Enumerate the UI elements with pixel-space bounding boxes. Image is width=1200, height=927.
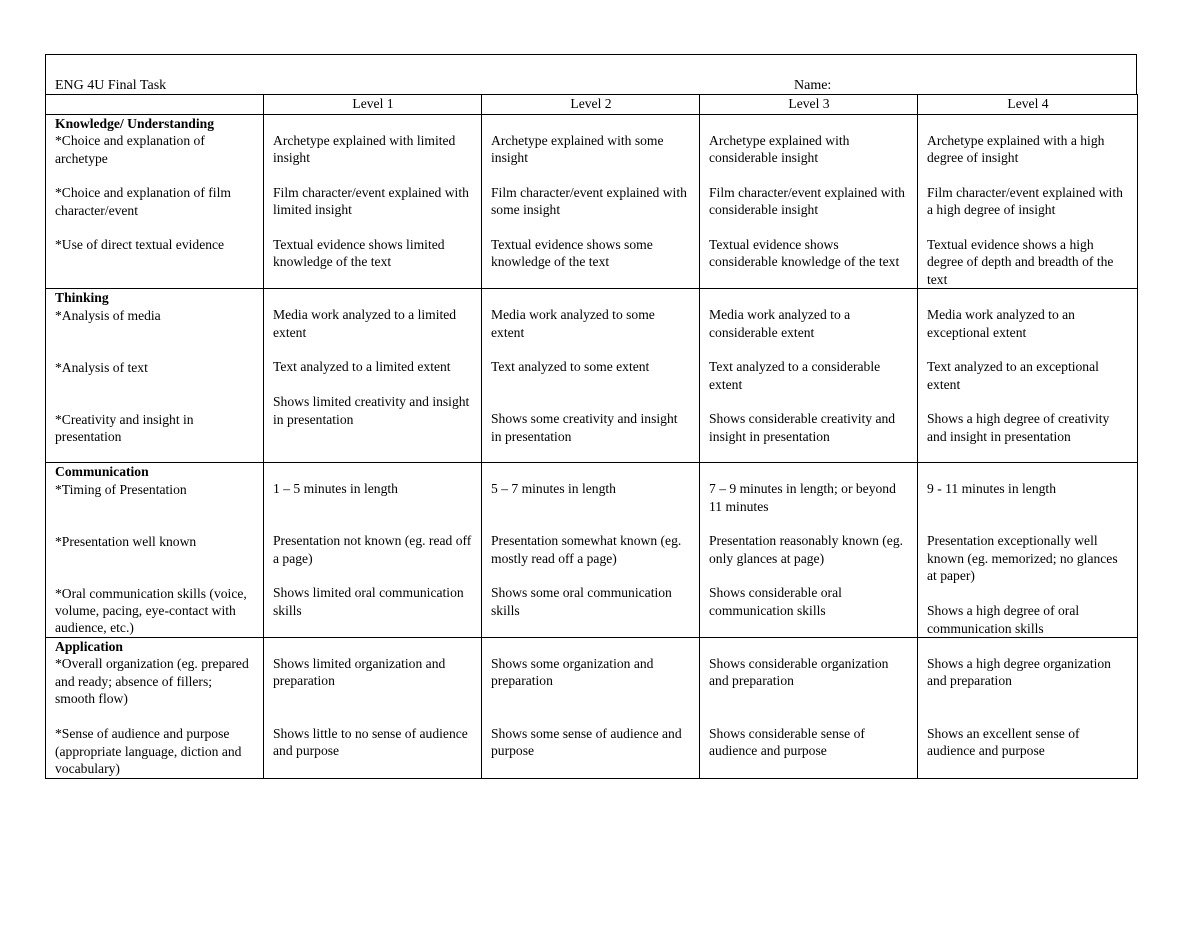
descriptor: Shows considerable organization and preparation [709, 656, 889, 689]
level-2-header: Level 2 [482, 95, 700, 115]
descriptor: Textual evidence shows considerable knowledge of the text [709, 237, 900, 270]
descriptor: Media work analyzed to some extent [491, 307, 655, 340]
course-title: ENG 4U Final Task [55, 78, 167, 93]
descriptor: Presentation somewhat known (eg. mostly read off a page) [491, 533, 682, 566]
criterion: *Creativity and insight in presentation [55, 411, 194, 445]
section-title: Knowledge/ Understanding [55, 116, 214, 131]
criterion: *Analysis of media [55, 307, 161, 323]
name-label: Name: [794, 78, 832, 93]
descriptor: Shows some organization and preparation [491, 656, 654, 689]
level-3-cell [700, 115, 918, 289]
criterion: *Analysis of text [55, 359, 148, 375]
level-4-cell [918, 289, 1138, 463]
level-header-row [46, 95, 1138, 115]
descriptor: 1 – 5 minutes in length [273, 481, 398, 497]
criteria-cell [46, 289, 264, 463]
descriptor: Text analyzed to a considerable extent [709, 359, 881, 392]
descriptor: Film character/event explained with a high degree of insight [927, 185, 1123, 218]
section-row-knowledge [46, 115, 1138, 289]
criteria-cell [46, 115, 264, 289]
rubric-header [45, 54, 1137, 94]
descriptor: 7 – 9 minutes in length; or beyond 11 minutes [709, 481, 896, 514]
descriptor: Text analyzed to a limited extent [273, 359, 451, 375]
descriptor: Presentation not known (eg. read off a page) [273, 533, 472, 566]
descriptor: Shows considerable oral communication skills [709, 585, 842, 618]
level-4-cell [918, 115, 1138, 289]
level-2-cell [482, 289, 700, 463]
descriptor: Film character/event explained with some insight [491, 185, 687, 218]
criterion: *Sense of audience and purpose (appropriate language, diction and vocabulary) [55, 726, 242, 777]
section-title: Communication [55, 464, 149, 480]
descriptor: Media work analyzed to a limited extent [273, 307, 457, 340]
descriptor: 5 – 7 minutes in length [491, 481, 616, 497]
descriptor: Presentation exceptionally well known (eg. memorized; no glances at paper) [927, 533, 1118, 584]
level-4-cell [918, 638, 1138, 779]
descriptor: Media work analyzed to a considerable extent [709, 307, 851, 340]
criterion: *Timing of Presentation [55, 481, 187, 497]
descriptor: Shows some oral communication skills [491, 585, 672, 618]
level-1-header: Level 1 [264, 95, 482, 115]
level-1-cell [264, 638, 482, 779]
level-1-cell [264, 115, 482, 289]
descriptor: Archetype explained with some insight [491, 133, 664, 166]
section-title: Thinking [55, 290, 109, 306]
criteria-cell [46, 463, 264, 638]
descriptor: Textual evidence shows limited knowledge of the text [273, 237, 445, 270]
descriptor: Archetype explained with considerable insight [709, 133, 850, 166]
section-title: Application [55, 639, 123, 655]
descriptor: Text analyzed to some extent [491, 359, 650, 375]
section-row-communication [46, 463, 1138, 638]
descriptor: Presentation reasonably known (eg. only glances at page) [709, 533, 904, 566]
criteria-header-blank [46, 95, 264, 115]
criterion: *Presentation well known [55, 533, 197, 549]
section-row-application [46, 638, 1138, 779]
descriptor: Shows an excellent sense of audience and purpose [927, 726, 1080, 759]
descriptor: Shows considerable sense of audience and purpose [709, 726, 865, 759]
criterion: *Choice and explanation of archetype [55, 133, 205, 166]
descriptor: Shows considerable creativity and insight in presentation [709, 411, 896, 444]
descriptor: Shows a high degree of oral communication skills [927, 603, 1080, 636]
level-4-header: Level 4 [918, 95, 1138, 115]
descriptor: Archetype explained with a high degree of insight [927, 133, 1105, 166]
level-3-cell [700, 463, 918, 638]
level-4-cell [918, 463, 1138, 638]
section-row-thinking [46, 289, 1138, 463]
level-3-cell [700, 638, 918, 779]
criterion: *Overall organization (eg. prepared and ready; absence of fillers; smooth flow) [55, 656, 249, 707]
criteria-cell [46, 638, 264, 779]
level-3-header: Level 3 [700, 95, 918, 115]
descriptor: Textual evidence shows a high degree of depth and breadth of the text [927, 237, 1114, 287]
level-3-cell [700, 289, 918, 463]
descriptor: Media work analyzed to an exceptional extent [927, 307, 1075, 340]
level-1-cell [264, 289, 482, 463]
descriptor: Film character/event explained with considerable insight [709, 185, 905, 218]
descriptor: Shows a high degree organization and preparation [927, 656, 1111, 689]
descriptor: Shows a high degree of creativity and insight in presentation [927, 411, 1110, 444]
level-1-cell [264, 463, 482, 638]
descriptor: Shows limited creativity and insight in presentation [273, 394, 470, 427]
descriptor: Shows limited oral communication skills [273, 585, 464, 618]
descriptor: Textual evidence shows some knowledge of the text [491, 237, 653, 270]
descriptor: Shows some sense of audience and purpose [491, 726, 682, 759]
criterion: *Choice and explanation of film character/event [55, 185, 231, 218]
descriptor: Shows limited organization and preparation [273, 656, 446, 689]
descriptor: Film character/event explained with limited insight [273, 185, 469, 218]
level-2-cell [482, 638, 700, 779]
criterion: *Oral communication skills (voice, volume, pacing, eye-contact with audience, etc.) [55, 585, 247, 636]
descriptor: 9 - 11 minutes in length [927, 481, 1057, 497]
rubric-sheet [45, 54, 1137, 779]
descriptor: Archetype explained with limited insight [273, 133, 456, 166]
descriptor: Shows little to no sense of audience and purpose [273, 726, 468, 759]
level-2-cell [482, 463, 700, 638]
descriptor: Shows some creativity and insight in presentation [491, 411, 678, 444]
rubric-table [45, 94, 1138, 779]
criterion: *Use of direct textual evidence [55, 237, 225, 253]
level-2-cell [482, 115, 700, 289]
descriptor: Text analyzed to an exceptional extent [927, 359, 1099, 392]
